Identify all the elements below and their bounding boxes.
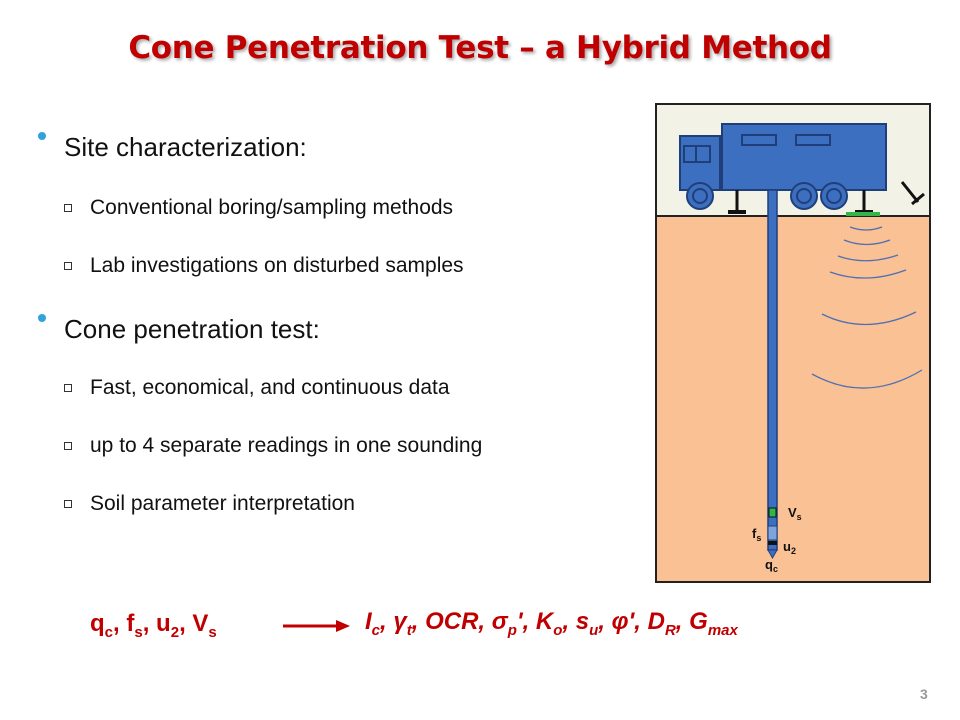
- cone-rod: [768, 190, 777, 558]
- u2-label: $u_2$: [783, 539, 796, 556]
- sub-bullet-label: Lab investigations on disturbed samples: [90, 254, 464, 277]
- slide-title: Cone Penetration Test – a Hybrid Method: [128, 30, 832, 66]
- sub-bullet-label: Conventional boring/sampling methods: [90, 196, 454, 219]
- qc-label: $q_c$: [765, 557, 778, 574]
- sub-bullet-label: up to 4 separate readings in one sounding: [90, 434, 483, 457]
- vs-label: $V_s$: [788, 505, 802, 522]
- ground-plate: [846, 212, 880, 216]
- page-number: 3: [920, 686, 928, 702]
- soil-area: [656, 216, 930, 582]
- bullet-label: Cone penetration test:: [64, 314, 320, 344]
- arrow-right-icon: [283, 620, 350, 632]
- sub-bullet-label: Soil parameter interpretation: [90, 492, 355, 515]
- formula-inputs: $q_c$, $f_s$, $u_2$, $V_s$: [90, 610, 217, 641]
- bullet-label: Site characterization:: [64, 132, 307, 162]
- formula-outputs: $I_c$, $\gamma_t$, OCR, $\sigma_p'$, $K_o$, $s_u$, φ', $D_R$, $G_{max}$: [365, 608, 738, 639]
- sub-bullet-label: Fast, economical, and continuous data: [90, 376, 450, 399]
- fs-label: $f_s$: [752, 526, 762, 543]
